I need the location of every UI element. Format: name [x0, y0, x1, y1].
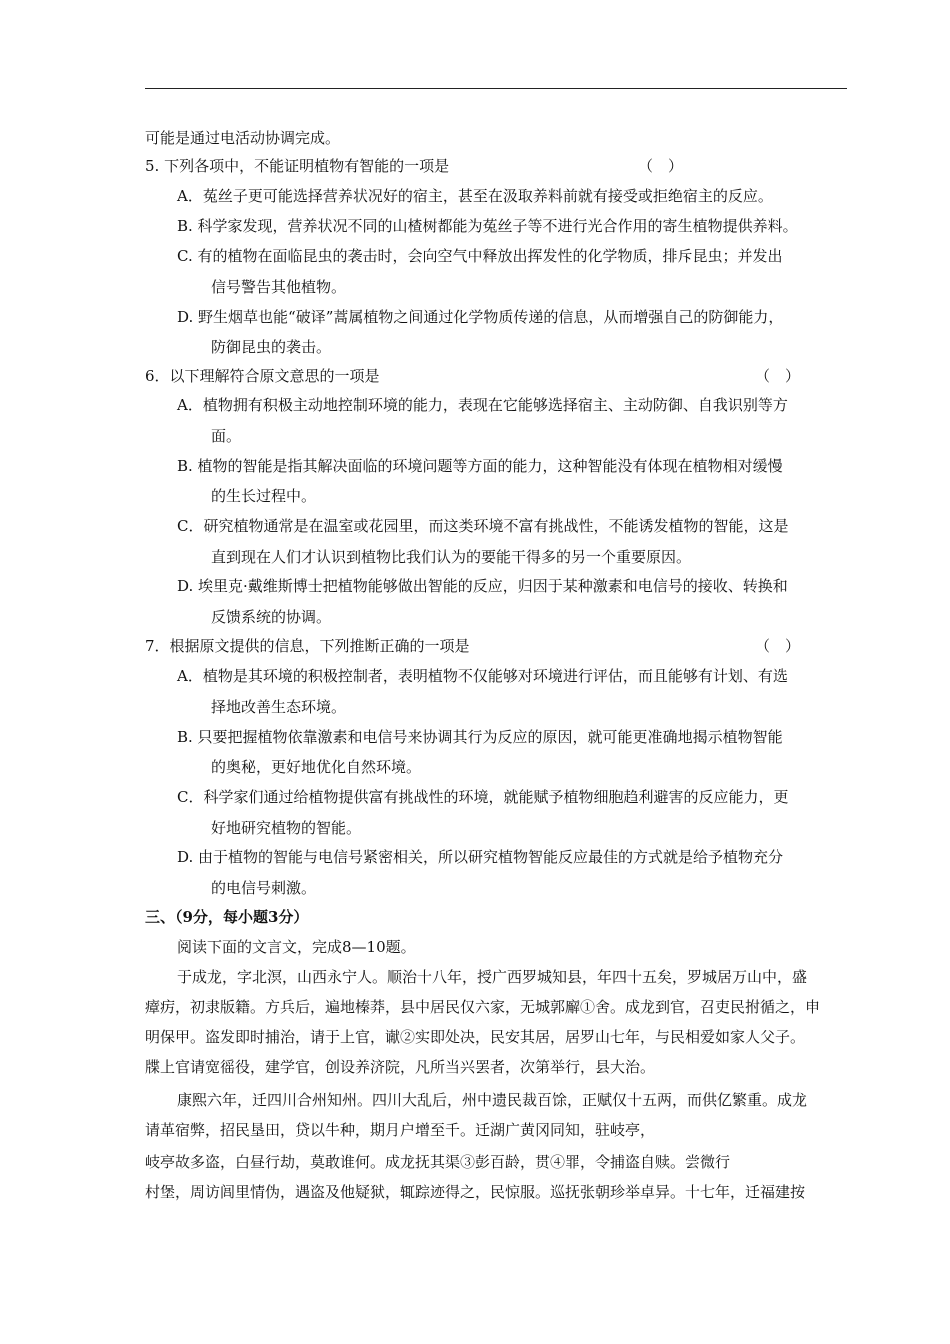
question-5-option-c: C. 有的植物在面临昆虫的袭击时，会向空气中释放出挥发性的化学物质，排斥昆虫；并发出 — [177, 247, 783, 265]
question-6-option-a-cont: 面。 — [211, 427, 242, 445]
question-5-stem: 5. 下列各项中，不能证明植物有智能的一项是 — [145, 157, 450, 175]
question-7-option-d: D. 由于植物的智能与电信号紧密相关，所以研究植物智能反应最佳的方式就是给予植物充分 — [177, 848, 784, 866]
question-6-option-c: C．研究植物通常是在温室或花园里，而这类环境不富有挑战性，不能诱发植物的智能，这是 — [177, 517, 789, 535]
question-6-option-c-cont: 直到现在人们才认识到植物比我们认为的要能干得多的另一个重要原因。 — [211, 548, 692, 566]
question-7-option-b: B. 只要把握植物依靠激素和电信号来协调其行为反应的原因，就可能更准确地揭示植物智能 — [177, 728, 783, 746]
question-6-option-b: B. 植物的智能是指其解决面临的环境问题等方面的能力，这种智能没有体现在植物相对缓慢 — [177, 457, 783, 475]
passage-line-1: 于成龙，字北溟，山西永宁人。顺治十八年，授广西罗城知县，年四十五矣，罗城居万山中，盛 — [177, 968, 808, 986]
intro-tail: 可能是通过电活动协调完成。 — [145, 129, 341, 147]
question-6-answer-blank: （ ） — [755, 367, 801, 385]
passage-line-6: 请革宿弊，招民垦田，贷以牛种，期月户增至千。迁湖广黄冈同知，驻岐亭， — [145, 1121, 656, 1139]
passage-line-2: 瘴疠，初隶版籍。方兵后，遍地榛莽，县中居民仅六家，无城郭廨①舍。成龙到官，召吏民拊循之，申 — [145, 998, 821, 1016]
question-7-option-c: C．科学家们通过给植物提供富有挑战性的环境，就能赋予植物细胞趋利避害的反应能力，更 — [177, 788, 789, 806]
question-6-option-a: A．植物拥有积极主动地控制环境的能力，表现在它能够选择宿主、主动防御、自我识别等方 — [177, 396, 788, 414]
question-7-stem: 7．根据原文提供的信息，下列推断正确的一项是 — [145, 637, 470, 655]
question-7-option-b-cont: 的奥秘，更好地优化自然环境。 — [211, 758, 422, 776]
passage-line-3: 明保甲。盗发即时捕治，请于上官，谳②实即处决，民安其居，居罗山七年，与民相爱如家人父子。 — [145, 1028, 806, 1046]
passage-line-7: 岐亭故多盗，白昼行劫，莫敢谁何。成龙抚其渠③彭百龄，贯④罪，令捕盗自赎。尝微行 — [145, 1153, 731, 1171]
header-rule — [145, 88, 847, 89]
passage-line-8: 村堡，周访闾里情伪，遇盗及他疑狱，辄踪迹得之，民惊服。巡抚张朝珍举卓异。十七年，迁福建按 — [145, 1183, 806, 1201]
question-6-option-b-cont: 的生长过程中。 — [211, 487, 317, 505]
section-3-title: 三、（9分，每小题3分） — [145, 908, 309, 926]
question-7-answer-blank: （ ） — [755, 637, 801, 655]
passage-line-5: 康熙六年，迁四川合州知州。四川大乱后，州中遗民裁百馀，正赋仅十五两，而供亿繁重。成龙 — [177, 1091, 808, 1109]
question-7-option-a: A．植物是其环境的积极控制者，表明植物不仅能够对环境进行评估，而且能够有计划、有选 — [177, 667, 788, 685]
question-5-option-d: D. 野生烟草也能“破译”蒿属植物之间通过化学物质传递的信息，从而增强自己的防御能力， — [177, 308, 784, 326]
passage-line-4: 牒上官请宽徭役，建学官，创设养济院，凡所当兴罢者，次第举行，县大治。 — [145, 1058, 656, 1076]
question-7-option-d-cont: 的电信号刺激。 — [211, 879, 317, 897]
question-5-option-b: B. 科学家发现，营养状况不同的山楂树都能为菟丝子等不进行光合作用的寄生植物提供养料。 — [177, 217, 798, 235]
question-5-option-a: A．菟丝子更可能选择营养状况好的宿主，甚至在汲取养料前就有接受或拒绝宿主的反应。 — [177, 187, 773, 205]
question-7-option-c-cont: 好地研究植物的智能。 — [211, 819, 362, 837]
question-6-option-d: D. 埃里克·戴维斯博士把植物能够做出智能的反应，归因于某种激素和电信号的接收、转换和 — [177, 577, 788, 595]
question-5-option-d-cont: 防御昆虫的袭击。 — [211, 338, 332, 356]
question-5-answer-blank: （ ） — [638, 157, 684, 175]
section-3-instruction: 阅读下面的文言文，完成8—10题。 — [177, 938, 416, 956]
question-5-option-c-cont: 信号警告其他植物。 — [211, 278, 347, 296]
question-7-option-a-cont: 择地改善生态环境。 — [211, 698, 347, 716]
question-6-stem: 6．以下理解符合原文意思的一项是 — [145, 367, 380, 385]
question-6-option-d-cont: 反馈系统的协调。 — [211, 608, 332, 626]
